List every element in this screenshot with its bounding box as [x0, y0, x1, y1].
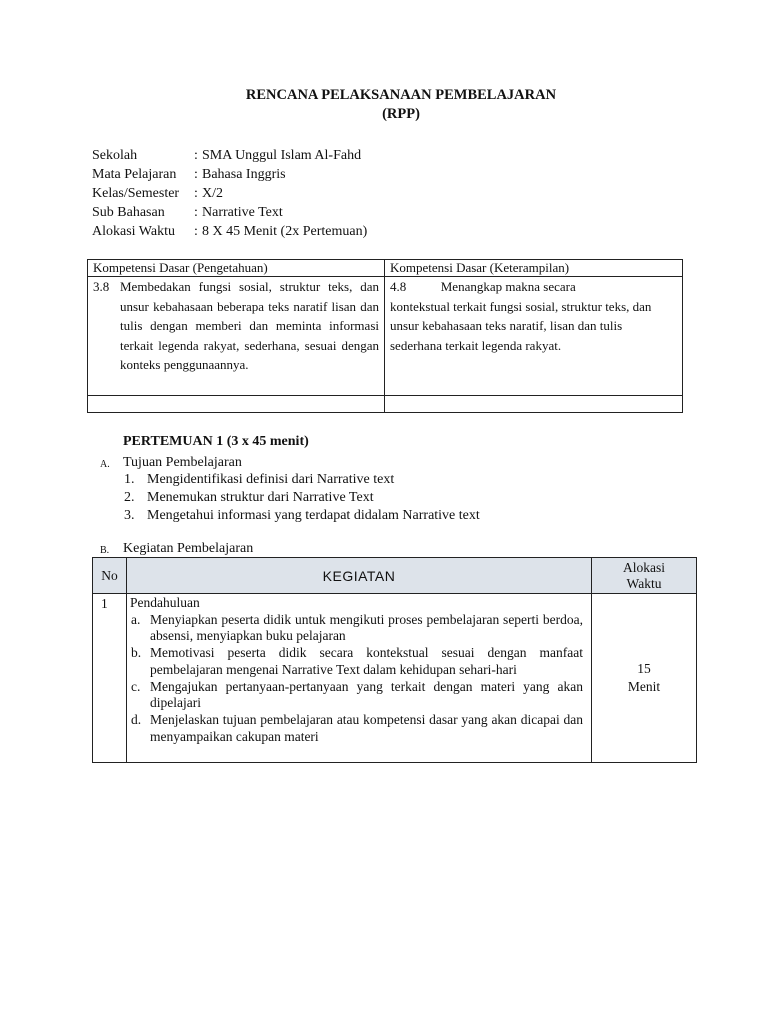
document-title: RENCANA PELAKSANAAN PEMBELAJARAN [245, 87, 557, 103]
info-label: Alokasi Waktu [92, 224, 175, 239]
kd-text-first: Menangkap makna secara [440, 279, 576, 294]
activity-section-title: Pendahuluan [130, 595, 200, 610]
goals-list [124, 471, 480, 525]
kd-keterampilan-cell [385, 277, 683, 396]
kegiatan-table [92, 557, 697, 763]
activity-text: Memotivasi peserta didik secara kontekstual sesuai dengan manfaat pembelajaran mengenai Narrative Text dalam kehidupan sehari-hari [150, 645, 583, 677]
activity-text: Menyiapkan peserta didik untuk mengikuti proses pembelajaran seperti berdoa, absensi, menyiapkan buku pelajaran [150, 611, 583, 644]
info-row-alokasi-waktu [92, 222, 367, 241]
activity-cell [127, 594, 592, 763]
table-header-row [93, 558, 697, 594]
info-row-kelas-semester [92, 184, 367, 203]
header-alokasi-line1: Alokasi [623, 559, 665, 575]
kd-number: 3.8 [93, 279, 110, 294]
document-subtitle: (RPP) [382, 106, 420, 122]
activity-letter: b. [131, 645, 142, 661]
header-kegiatan: KEGIATAN [127, 558, 592, 594]
activity-letter: a. [131, 611, 141, 627]
info-label: Kelas/Semester [92, 186, 180, 201]
kd-text: Membedakan fungsi sosial, struktur teks, dan unsur kebahasaan beberapa teks naratif lisan dan tulis dengan memberi dan meminta informasi terkait legenda rakyat, sederhana, sesuai dengan konteks penggunaannya. [120, 279, 379, 372]
list-item [124, 471, 480, 489]
section-a-letter: A. [100, 459, 110, 470]
info-label: Sekolah [92, 148, 138, 163]
info-colon: : [194, 224, 198, 239]
list-item [130, 679, 583, 712]
list-item [130, 612, 583, 645]
goal-number: 1. [124, 472, 135, 487]
kd-number: 4.8 [390, 279, 407, 294]
info-colon: : [194, 186, 198, 201]
section-a-title: Tujuan Pembelajaran [123, 455, 242, 470]
info-value: X/2 [202, 186, 223, 201]
header-alokasi-line2: Waktu [626, 575, 662, 591]
info-value: SMA Unggul Islam Al-Fahd [202, 148, 362, 163]
info-colon: : [194, 167, 198, 182]
empty-cell [385, 396, 683, 413]
info-row-sekolah [92, 146, 367, 165]
kd-header-pengetahuan: Kompetensi Dasar (Pengetahuan) [88, 260, 385, 277]
goal-text: Mengidentifikasi definisi dari Narrative text [147, 472, 395, 487]
empty-cell [88, 396, 385, 413]
info-colon: : [194, 148, 198, 163]
list-item [124, 489, 480, 507]
info-value: Narrative Text [202, 205, 283, 220]
header-alokasi-waktu [592, 558, 697, 594]
goal-number: 3. [124, 508, 135, 523]
table-row [88, 277, 683, 396]
table-row-empty [88, 396, 683, 413]
activity-letter: d. [131, 711, 142, 727]
info-row-mata-pelajaran [92, 165, 367, 184]
header-no: No [93, 558, 127, 594]
goal-text: Menemukan struktur dari Narrative Text [147, 490, 374, 505]
kd-pengetahuan-cell [88, 277, 385, 396]
goal-number: 2. [124, 490, 135, 505]
time-allocation-cell [592, 594, 697, 763]
activity-text: Menjelaskan tujuan pembelajaran atau kompetensi dasar yang akan dicapai dan menyampaikan cakupan materi [150, 711, 583, 744]
section-b-letter: B. [100, 545, 110, 556]
info-row-sub-bahasan [92, 203, 367, 222]
goal-text: Mengetahui informasi yang terdapat didalam Narrative text [147, 508, 480, 523]
table-row [93, 594, 697, 763]
info-label: Sub Bahasan [92, 205, 165, 220]
row-number: 1 [93, 594, 127, 763]
info-colon: : [194, 205, 198, 220]
info-label: Mata Pelajaran [92, 167, 177, 182]
info-block [92, 146, 367, 241]
list-item [130, 712, 583, 745]
section-b-title: Kegiatan Pembelajaran [123, 541, 254, 556]
kd-header-keterampilan: Kompetensi Dasar (Keterampilan) [385, 260, 683, 277]
info-value: 8 X 45 Menit (2x Pertemuan) [202, 224, 368, 239]
meeting-title: PERTEMUAN 1 (3 x 45 menit) [123, 434, 309, 449]
list-item [124, 507, 480, 525]
time-value: 15 [637, 661, 651, 676]
info-value: Bahasa Inggris [202, 167, 286, 182]
table-header-row [88, 260, 683, 277]
kd-text-rest: kontekstual terkait fungsi sosial, struktur teks, dan unsur kebahasaan teks naratif, lisan dan tulis sederhana terkait legenda rakyat. [390, 298, 652, 353]
list-item [130, 645, 583, 678]
time-unit: Menit [627, 679, 661, 694]
kompetensi-dasar-table [87, 259, 683, 413]
activity-letter: c. [131, 678, 141, 694]
activity-text: Mengajukan pertanyaan-pertanyaan yang terkait dengan materi yang akan dipelajari [150, 678, 583, 711]
